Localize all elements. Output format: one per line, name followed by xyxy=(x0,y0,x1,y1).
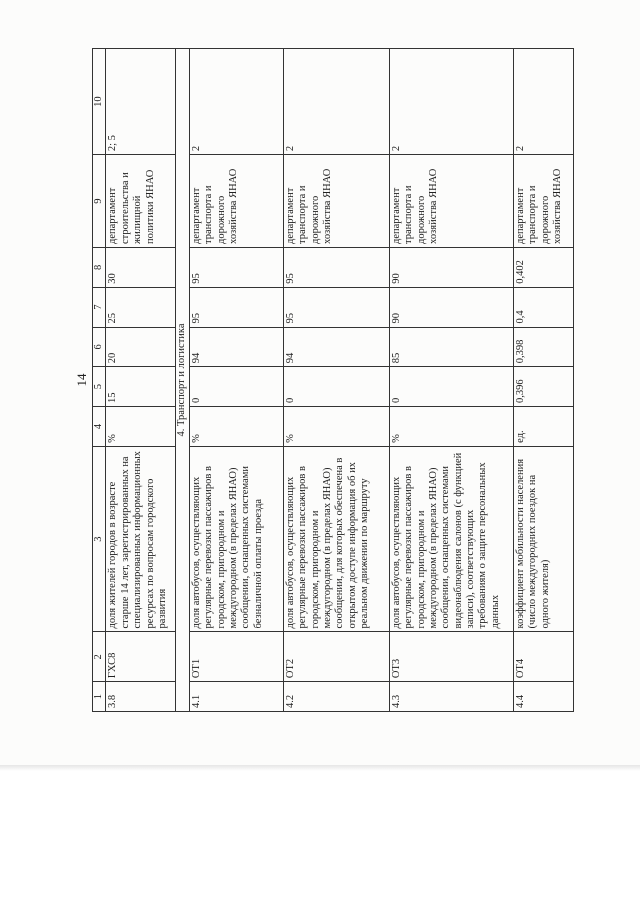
indicator-code: ОТ1 xyxy=(189,632,283,682)
value-2019: 0 xyxy=(189,367,283,407)
row-number: 3.8 xyxy=(106,682,176,712)
table-row xyxy=(389,49,513,712)
value-2021: 25 xyxy=(106,287,176,327)
header-cell: 7 xyxy=(93,287,106,327)
page-edge xyxy=(0,765,640,771)
reference: 2 xyxy=(189,49,283,155)
table-row xyxy=(106,49,176,712)
unit: % xyxy=(283,407,389,447)
unit: % xyxy=(106,407,176,447)
value-2020: 94 xyxy=(189,327,283,367)
value-2019: 0,396 xyxy=(513,367,573,407)
indicator-code: ОТ2 xyxy=(283,632,389,682)
indicator-code: ГХС8 xyxy=(106,632,176,682)
reference: 2 xyxy=(389,49,513,155)
value-2019: 15 xyxy=(106,367,176,407)
value-2020: 94 xyxy=(283,327,389,367)
responsible-org: департамент транспорта и дорожного хозяйства ЯНАО xyxy=(389,155,513,248)
value-2022: 30 xyxy=(106,247,176,287)
responsible-org: департамент транспорта и дорожного хозяйства ЯНАО xyxy=(189,155,283,248)
header-cell: 8 xyxy=(93,247,106,287)
indicator-name: доля автобусов, осуществляющих регулярные перевозки пассажиров в городском, пригородном и междугородном (в пределах ЯНАО) сообщении, для которых обеспечена в открытом доступе информация об их реальном движении по маршруту xyxy=(283,446,389,632)
table-row xyxy=(283,49,389,712)
value-2020: 20 xyxy=(106,327,176,367)
rotated-content xyxy=(70,40,570,720)
responsible-org: департамент строительства и жилищной политики ЯНАО xyxy=(106,155,176,248)
indicator-name: доля автобусов, осуществляющих регулярные перевозки пассажиров в городском, пригородном и междугородном (в пределах ЯНАО) сообщении, оснащенных системами видеонаблюдения салонов (с функцией записи), соответствующих требованиям о защите персональных данных xyxy=(389,446,513,632)
value-2021: 95 xyxy=(283,287,389,327)
row-number: 4.1 xyxy=(189,682,283,712)
header-cell: 4 xyxy=(93,407,106,447)
value-2022: 95 xyxy=(189,247,283,287)
header-cell: 3 xyxy=(93,446,106,632)
value-2021: 95 xyxy=(189,287,283,327)
value-2022: 95 xyxy=(283,247,389,287)
indicator-name: доля жителей городов в возрасте старше 14 лет, зарегистрированных на специализированных информационных ресурсах по вопросам городского развития xyxy=(106,446,176,632)
section-title: 4. Транспорт и логистика xyxy=(176,49,189,712)
value-2022: 0,402 xyxy=(513,247,573,287)
responsible-org: департамент транспорта и дорожного хозяйства ЯНАО xyxy=(283,155,389,248)
responsible-org: департамент транспорта и дорожного хозяйства ЯНАО xyxy=(513,155,573,248)
reference: 2; 5 xyxy=(106,49,176,155)
table-row xyxy=(189,49,283,712)
value-2021: 90 xyxy=(389,287,513,327)
header-row xyxy=(93,49,106,712)
value-2020: 0,398 xyxy=(513,327,573,367)
header-cell: 5 xyxy=(93,367,106,407)
table-row xyxy=(513,49,573,712)
reference: 2 xyxy=(283,49,389,155)
unit: % xyxy=(389,407,513,447)
row-number: 4.3 xyxy=(389,682,513,712)
page-number: 14 xyxy=(74,373,89,387)
section-row xyxy=(176,49,189,712)
row-number: 4.4 xyxy=(513,682,573,712)
header-cell: 6 xyxy=(93,327,106,367)
value-2021: 0,4 xyxy=(513,287,573,327)
indicator-code: ОТ4 xyxy=(513,632,573,682)
header-cell: 9 xyxy=(93,155,106,248)
indicator-name: доля автобусов, осуществляющих регулярные перевозки пассажиров в городском, пригородном и междугородном (в пределах ЯНАО) сообщении, оснащенных системами безналичной оплаты проезда xyxy=(189,446,283,632)
header-cell: 1 xyxy=(93,682,106,712)
header-cell: 2 xyxy=(93,632,106,682)
unit: % xyxy=(189,407,283,447)
indicator-name: коэффициент мобильности населения (число междугородних поездок на одного жителя) xyxy=(513,446,573,632)
reference: 2 xyxy=(513,49,573,155)
indicator-code: ОТ3 xyxy=(389,632,513,682)
unit: ед. xyxy=(513,407,573,447)
value-2019: 0 xyxy=(283,367,389,407)
indicators-table xyxy=(92,48,574,712)
value-2020: 85 xyxy=(389,327,513,367)
value-2019: 0 xyxy=(389,367,513,407)
header-cell: 10 xyxy=(93,49,106,155)
row-number: 4.2 xyxy=(283,682,389,712)
value-2022: 90 xyxy=(389,247,513,287)
